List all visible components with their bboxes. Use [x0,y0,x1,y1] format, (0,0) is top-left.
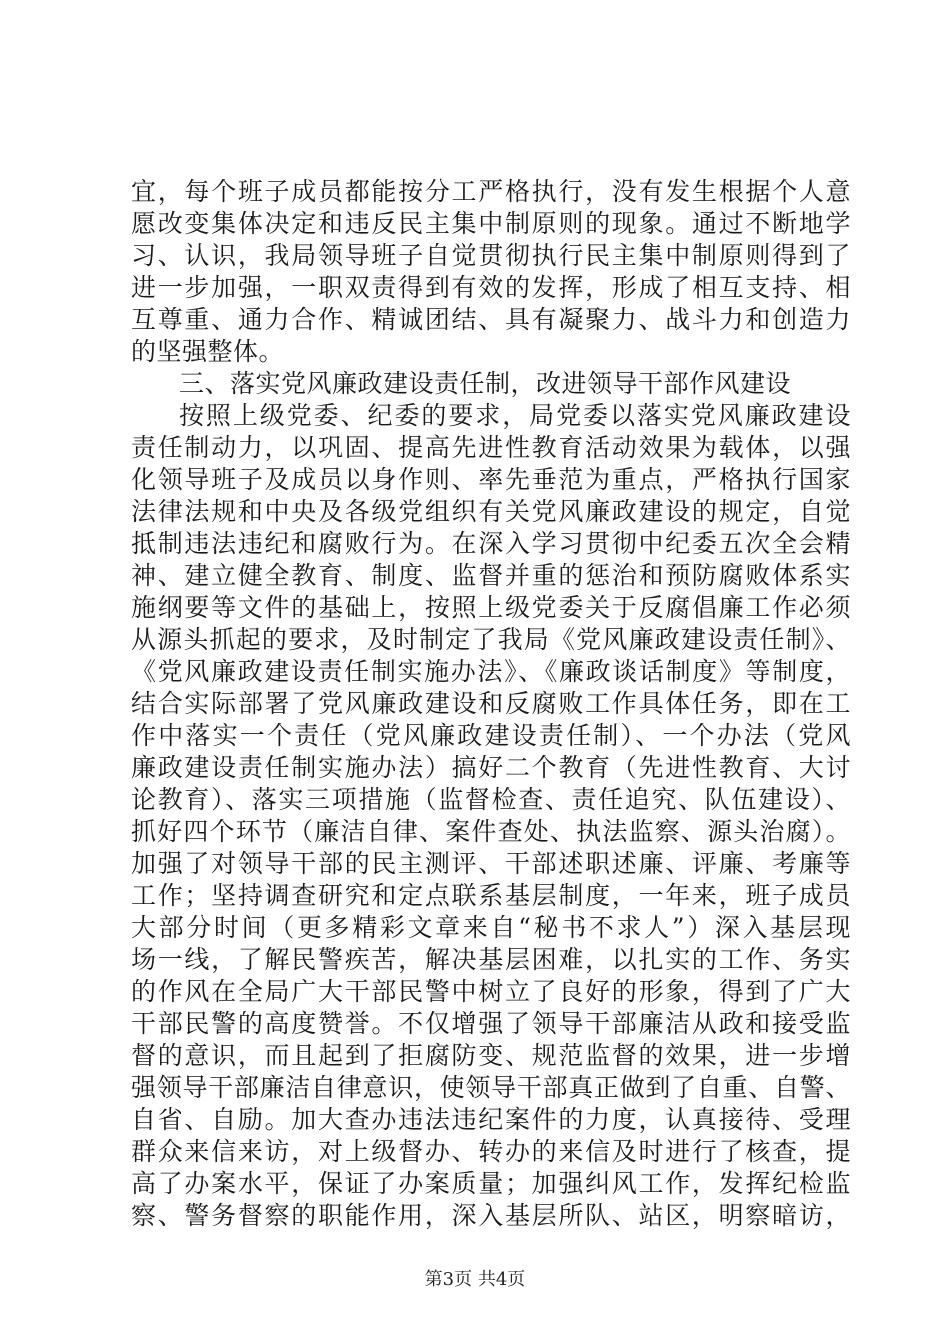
text-line: 抵制违法违纪和腐败行为。在深入学习贯彻中纪委五次全会精 [131,529,851,558]
text-line: 的坚强整体。 [131,337,285,366]
text-line: 群众来信来访，对上级督办、转办的来信及时进行了核查，提 [131,1137,851,1166]
text-line: 督的意识，而且起到了拒腐防变、规范监督的效果，进一步增 [131,1041,851,1070]
text-line: 察、警务督察的职能作用，深入基层所队、站区，明察暗访， [131,1201,851,1230]
text-line: 结合实际部署了党风廉政建设和反腐败工作具体任务，即在工 [131,689,851,718]
text-line: 的作风在全局广大干部民警中树立了良好的形象，得到了广大 [131,977,851,1006]
text-line: 从源头抓起的要求，及时制定了我局《党风廉政建设责任制》、 [131,625,851,654]
text-line: 加强了对领导干部的民主测评、干部述职述廉、评廉、考廉等 [131,849,851,878]
text-line: 干部民警的高度赞誉。不仅增强了领导干部廉洁从政和接受监 [131,1009,851,1038]
text-line: 习、认识，我局领导班子自觉贯彻执行民主集中制原则得到了 [131,241,851,270]
text-line: 责任制动力，以巩固、提高先进性教育活动效果为载体，以强 [131,433,851,462]
document-body [131,176,851,1232]
text-line: 《党风廉政建设责任制实施办法》、《廉政谈话制度》等制度， [131,657,851,686]
text-line: 高了办案水平，保证了办案质量；加强纠风工作，发挥纪检监 [131,1169,851,1198]
text-line: 施纲要等文件的基础上，按照上级党委关于反腐倡廉工作必须 [131,593,851,622]
text-line: 互尊重、通力合作、精诚团结、具有凝聚力、战斗力和创造力 [131,305,851,334]
text-line: 抓好四个环节（廉洁自律、案件查处、执法监察、源头治腐）。 [131,817,851,846]
page-number-footer: 第3页 共4页 [424,1269,526,1290]
text-line: 廉政建设责任制实施办法）搞好二个教育（先进性教育、大讨 [131,753,851,782]
text-line: 作中落实一个责任（党风廉政建设责任制）、一个办法（党风 [131,721,851,750]
text-line: 愿改变集体决定和违反民主集中制原则的现象。通过不断地学 [131,209,851,238]
text-line: 宜，每个班子成员都能按分工严格执行，没有发生根据个人意 [131,177,851,206]
text-line: 自省、自励。加大查办违法违纪案件的力度，认真接待、受理 [131,1105,851,1134]
text-line: 场一线，了解民警疾苦，解决基层困难，以扎实的工作、务实 [131,945,851,974]
text-line: 进一步加强，一职双责得到有效的发挥，形成了相互支持、相 [131,273,851,302]
text-line: 论教育）、落实三项措施（监督检查、责任追究、队伍建设）、 [131,785,851,814]
text-line: 大部分时间（更多精彩文章来自“秘书不求人”）深入基层现 [131,913,851,942]
text-line: 神、建立健全教育、制度、监督并重的惩治和预防腐败体系实 [131,561,851,590]
paragraph-first-line: 按照上级党委、纪委的要求，局党委以落实党风廉政建设 [179,401,851,430]
text-line: 化领导班子及成员以身作则、率先垂范为重点，严格执行国家 [131,465,851,494]
section-heading: 三、落实党风廉政建设责任制，改进领导干部作风建设 [179,369,792,398]
text-line: 工作；坚持调查研究和定点联系基层制度，一年来，班子成员 [131,881,851,910]
text-line: 法律法规和中央及各级党组织有关党风廉政建设的规定，自觉 [131,497,851,526]
text-line: 强领导干部廉洁自律意识，使领导干部真正做到了自重、自警、 [131,1073,851,1102]
